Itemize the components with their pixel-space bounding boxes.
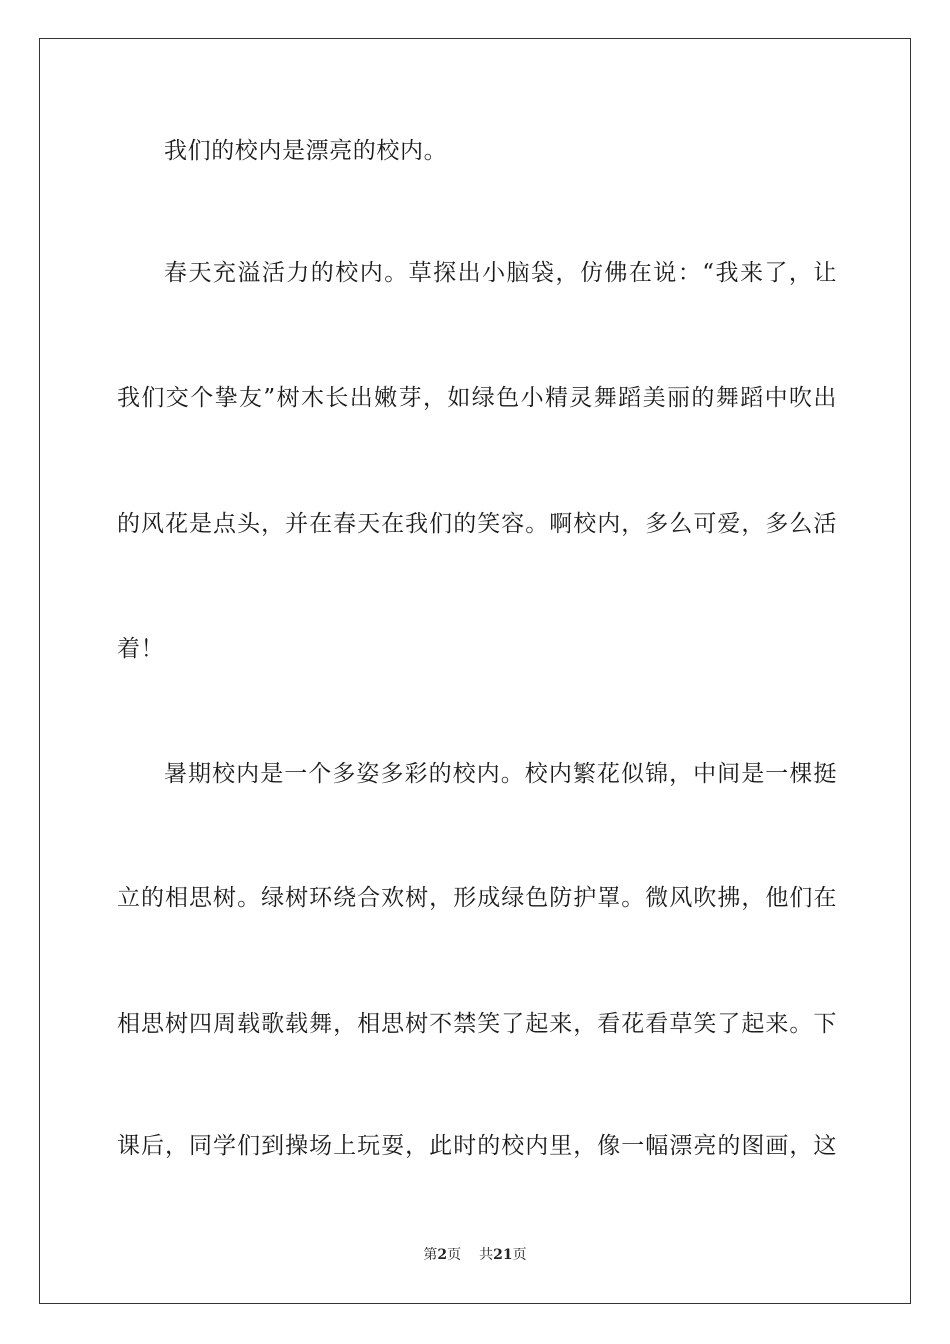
paragraph-1-line-1: 我们的校内是漂亮的校内。 (164, 138, 448, 164)
page-border (39, 38, 911, 1304)
paragraph-2-line-4: 着！ (117, 636, 165, 662)
page-prefix: 第 (423, 1247, 438, 1263)
page-suffix: 页 (447, 1247, 462, 1263)
paragraph-3-line-2: 立的相思树。绿树环绕合欢树，形成绿色防护罩。微风吹拂，他们在 (117, 885, 837, 911)
paragraph-3-line-4: 课后，同学们到操场上玩耍，此时的校内里，像一幅漂亮的图画，这 (117, 1133, 837, 1159)
total-suffix: 页 (512, 1247, 527, 1263)
paragraph-2-line-1: 春天充溢活力的校内。草探出小脑袋，仿佛在说：“我来了，让 (164, 260, 837, 286)
total-pages: 21 (493, 1247, 513, 1263)
page-footer (0, 1246, 950, 1264)
page-number: 2 (437, 1247, 448, 1263)
paragraph-3-line-3: 相思树四周载歌载舞，相思树不禁笑了起来，看花看草笑了起来。下 (117, 1011, 837, 1037)
paragraph-2-line-2: 我们交个挚友”树木长出嫩芽，如绿色小精灵舞蹈美丽的舞蹈中吹出 (117, 385, 837, 411)
paragraph-3-line-1: 暑期校内是一个多姿多彩的校内。校内繁花似锦，中间是一棵挺 (164, 761, 837, 787)
paragraph-2-line-3: 的风花是点头，并在春天在我们的笑容。啊校内，多么可爱，多么活 (117, 511, 837, 537)
total-prefix: 共 (479, 1247, 494, 1263)
